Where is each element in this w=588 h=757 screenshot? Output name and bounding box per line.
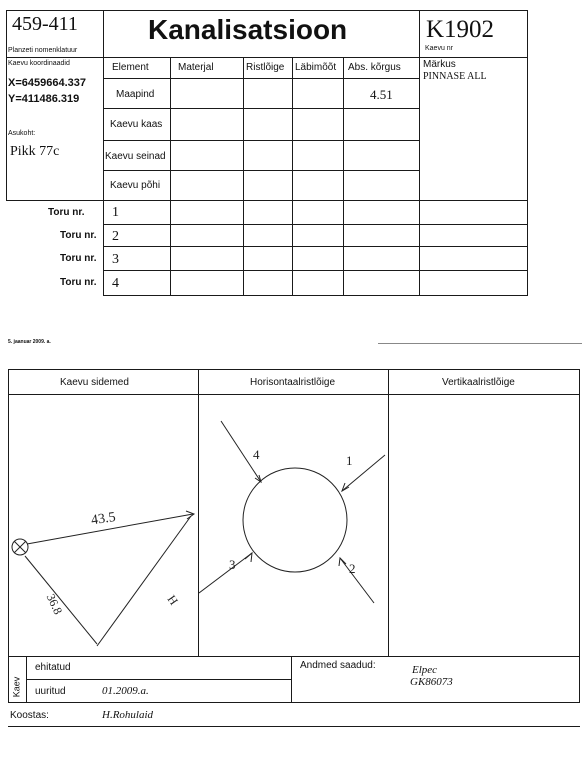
notes-value: PINNASE ALL: [423, 71, 487, 82]
col-title-horizontal: Horisontaalristlõige: [250, 377, 336, 388]
header-abs-height: Abs. kõrgus: [348, 62, 401, 73]
data-from-label: Andmed saadud:: [300, 660, 376, 671]
compiled-value: H.Rohulaid: [102, 709, 154, 721]
ties-top-distance: 43.5: [90, 510, 117, 529]
notes-label: Märkus: [423, 59, 456, 70]
ties-right-label: H: [164, 592, 182, 608]
col-title-vertical: Vertikaalristlõige: [442, 377, 515, 388]
data-from-value-2: GK86073: [410, 676, 453, 688]
y-coordinate: Y=411486.319: [8, 93, 80, 105]
well-circle: [243, 468, 347, 572]
row-label-ground: Maapind: [116, 89, 155, 100]
ties-left-distance: 36.8: [43, 591, 66, 617]
well-vertical-label: Kaev: [11, 676, 22, 698]
ties-sketch: [9, 395, 198, 656]
checked-value: 01.2009.a.: [102, 685, 149, 697]
pipe-number-1: 1: [112, 205, 119, 220]
header-material: Materjal: [178, 62, 214, 73]
pipe-label-3: Toru nr.: [60, 253, 97, 264]
x-coordinate: X=6459664.337: [8, 77, 86, 89]
row-label-cover: Kaevu kaas: [110, 119, 163, 130]
pipe-label-1: Toru nr.: [48, 207, 85, 218]
location-label: Asukoht:: [8, 130, 36, 137]
header-element: Element: [112, 62, 149, 73]
well-number-label: Kaevu nr: [425, 45, 454, 52]
pipe-3-label: 3: [229, 557, 236, 572]
header-cross-section: Ristlõige: [246, 62, 285, 73]
horizontal-section-sketch: [199, 395, 388, 656]
well-number: K1902: [426, 16, 495, 43]
row-label-walls: Kaevu seinad: [105, 151, 166, 162]
pipe-2-label: 2: [349, 561, 356, 576]
built-label: ehitatud: [35, 662, 71, 673]
form-title: Kanalisatsioon: [148, 14, 348, 45]
pipe-4-label: 4: [253, 447, 260, 462]
checked-label: uuritud: [35, 686, 66, 697]
data-from-value-1: Elpec: [412, 664, 438, 676]
location-value: Pikk 77c: [10, 144, 60, 159]
pipe-1-label: 1: [346, 453, 353, 468]
pipe-label-4: Toru nr.: [60, 277, 97, 288]
pipe-number-2: 2: [112, 229, 119, 244]
map-sheet-number: 459-411: [12, 13, 78, 35]
col-title-ties: Kaevu sidemed: [60, 377, 129, 388]
coords-label: Kaevu koordinaadid: [8, 60, 70, 67]
row-label-bottom: Kaevu põhi: [110, 180, 161, 191]
pipe-number-3: 3: [112, 252, 119, 267]
compiled-label: Koostas:: [10, 710, 49, 721]
pipe-number-4: 4: [112, 276, 119, 291]
date-line: 5. jaanuar 2009. a.: [8, 339, 51, 345]
map-sheet-label: Planzeti nomenklatuur: [8, 47, 78, 54]
ground-abs-height: 4.51: [370, 87, 393, 102]
header-diameter: Läbimõõt: [295, 62, 337, 73]
pipe-label-2: Toru nr.: [60, 230, 97, 241]
